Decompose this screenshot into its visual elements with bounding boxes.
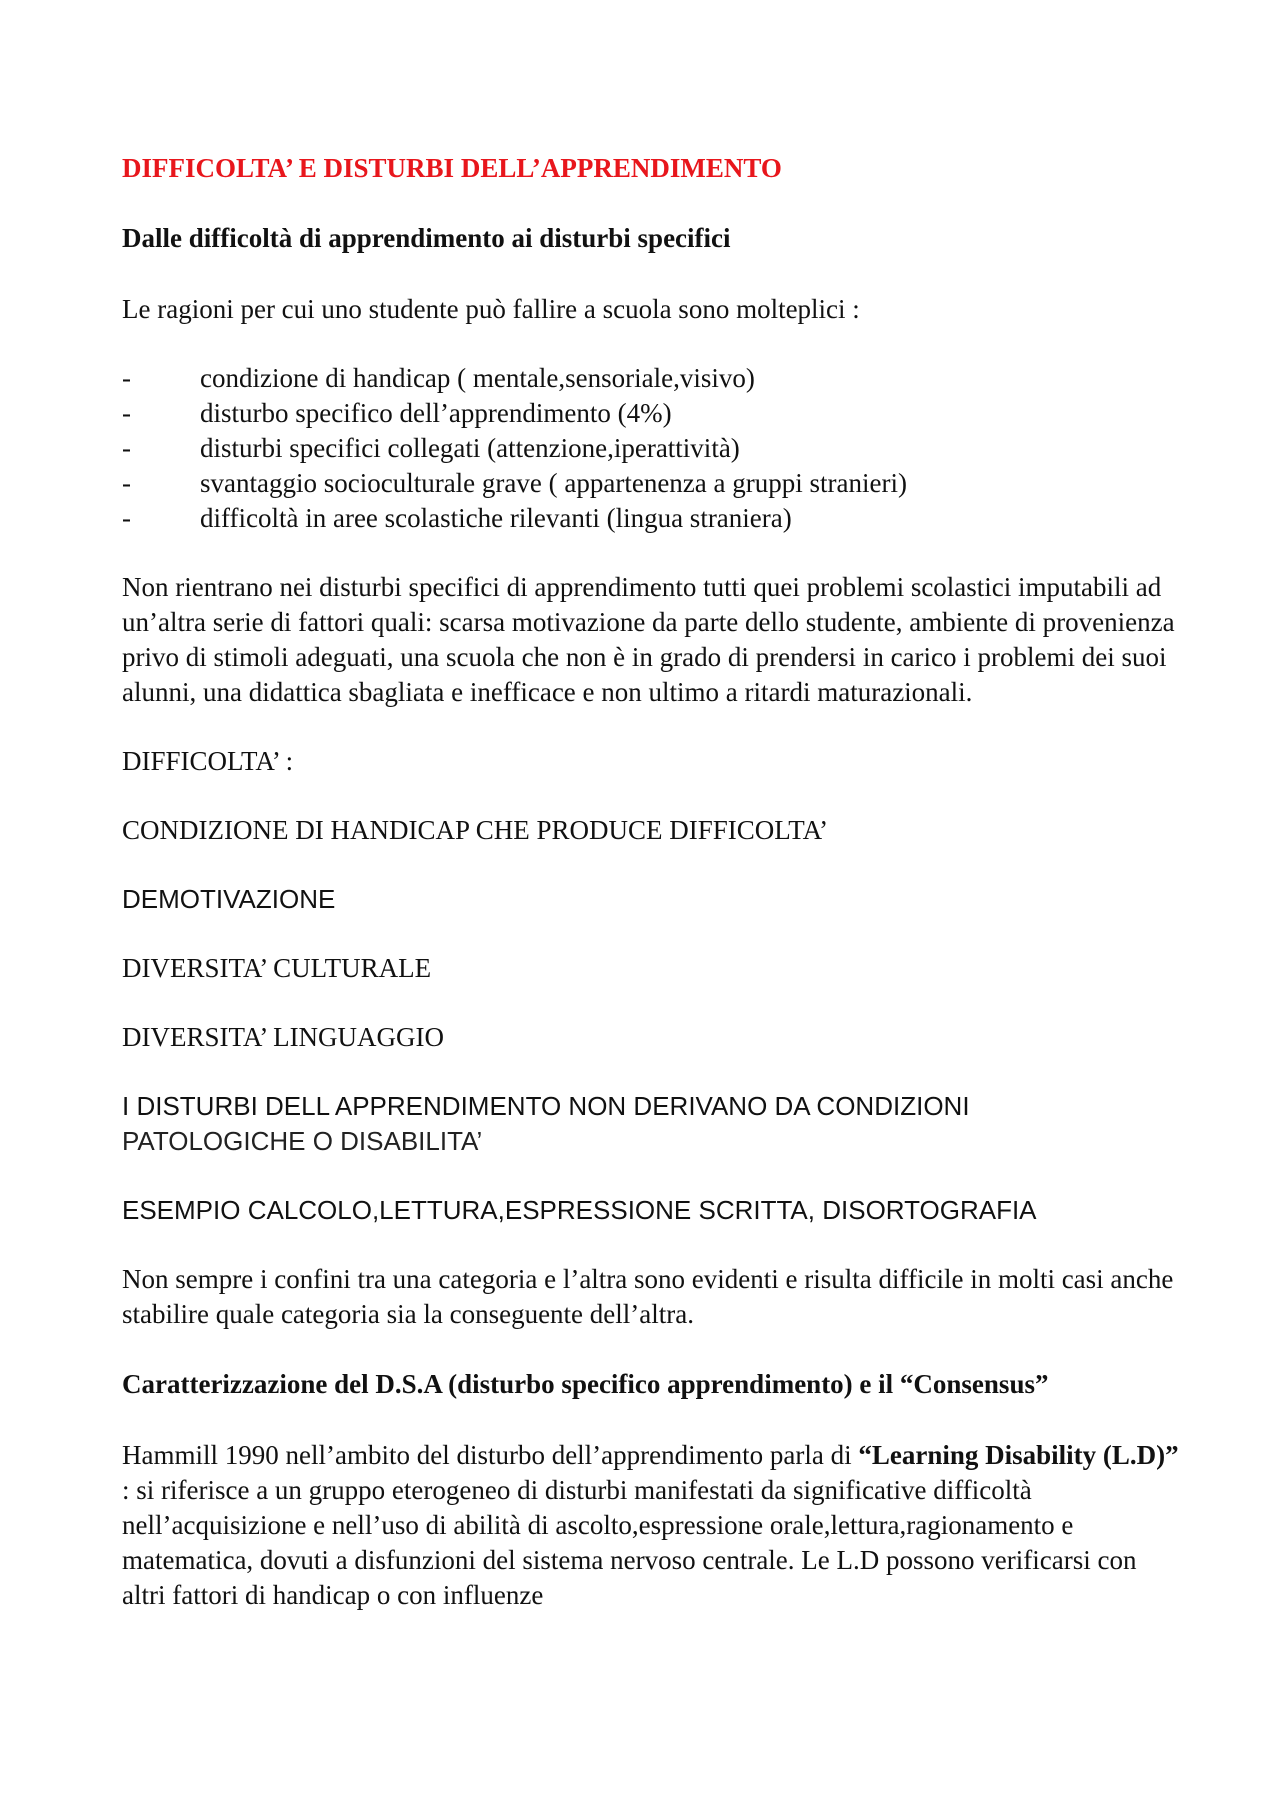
paragraph-non-rientrano: Non rientrano nei disturbi specifici di apprendimento tutti quei problemi scolastici imputabili ad un’altra serie di fattori quali: scarsa motivazione da parte dello studente, ambiente di provenienza privo di stimoli adeguati, una scuola che non è in grado di prendersi in carico i problemi dei suoi alunni, una didattica sbagliata e inefficace e non ultimo a ritardi maturazionali.	[122, 572, 1175, 707]
list-bullet: -	[122, 398, 131, 428]
list-bullet: -	[122, 503, 131, 533]
hammill-text-start: Hammill 1990 nell’ambito del disturbo dell’apprendimento parla di	[122, 1440, 859, 1470]
reasons-list	[122, 361, 1182, 536]
section-heading-difficolta: Dalle difficoltà di apprendimento ai disturbi specifici	[122, 223, 731, 253]
esempio-line: ESEMPIO CALCOLO,LETTURA,ESPRESSIONE SCRITTA, DISORTOGRAFIA	[122, 1195, 1037, 1225]
list-item-text: disturbi specifici collegati (attenzione,iperattività)	[200, 433, 740, 463]
section-heading-caratterizzazione: Caratterizzazione del D.S.A (disturbo specifico apprendimento) e il “Consensus”	[122, 1369, 1049, 1399]
condizione-handicap-line: CONDIZIONE DI HANDICAP CHE PRODUCE DIFFICOLTA’	[122, 815, 829, 845]
list-bullet: -	[122, 468, 131, 498]
disturbi-statement-line-1: I DISTURBI DELL APPRENDIMENTO NON DERIVANO DA CONDIZIONI	[122, 1091, 970, 1121]
list-item	[122, 361, 1182, 396]
list-item	[122, 501, 1182, 536]
disturbi-statement-line-2: PATOLOGICHE O DISABILITA’	[122, 1126, 483, 1156]
list-item-text: difficoltà in aree scolastiche rilevanti (lingua straniera)	[200, 503, 792, 533]
paragraph-hammill	[122, 1438, 1182, 1613]
document-page	[122, 150, 1182, 1647]
list-item	[122, 396, 1182, 431]
learning-disability-term: “Learning Disability (L.D)”	[858, 1440, 1179, 1470]
list-item-text: svantaggio socioculturale grave ( appartenenza a gruppi stranieri)	[200, 468, 907, 498]
hammill-text-end: : si riferisce a un gruppo eterogeneo di disturbi manifestati da significative difficoltà nell’acquisizione e nell’uso di abilità di ascolto,espressione orale,lettura,ragionamento e matematica, dovuti a disfunzioni del sistema nervoso centrale. Le L.D possono verificarsi con altri fattori di handicap o con influenze	[122, 1475, 1137, 1610]
diversita-culturale-line: DIVERSITA’ CULTURALE	[122, 953, 432, 983]
list-item-text: disturbo specifico dell’apprendimento (4%)	[200, 398, 672, 428]
list-item	[122, 431, 1182, 466]
list-bullet: -	[122, 363, 131, 393]
disturbi-statement	[122, 1089, 1182, 1159]
diversita-linguaggio-line: DIVERSITA’ LINGUAGGIO	[122, 1022, 445, 1052]
demotivazione-line: DEMOTIVAZIONE	[122, 884, 336, 914]
list-item-text: condizione di handicap ( mentale,sensoriale,visivo)	[200, 363, 755, 393]
intro-paragraph: Le ragioni per cui uno studente può fallire a scuola sono molteplici :	[122, 294, 860, 324]
difficolta-label: DIFFICOLTA’ :	[122, 746, 294, 776]
list-bullet: -	[122, 433, 131, 463]
document-title: DIFFICOLTA’ E DISTURBI DELL’APPRENDIMENTO	[122, 153, 782, 183]
paragraph-confini: Non sempre i confini tra una categoria e l’altra sono evidenti e risulta difficile in molti casi anche stabilire quale categoria sia la conseguente dell’altra.	[122, 1264, 1174, 1329]
list-item	[122, 466, 1182, 501]
